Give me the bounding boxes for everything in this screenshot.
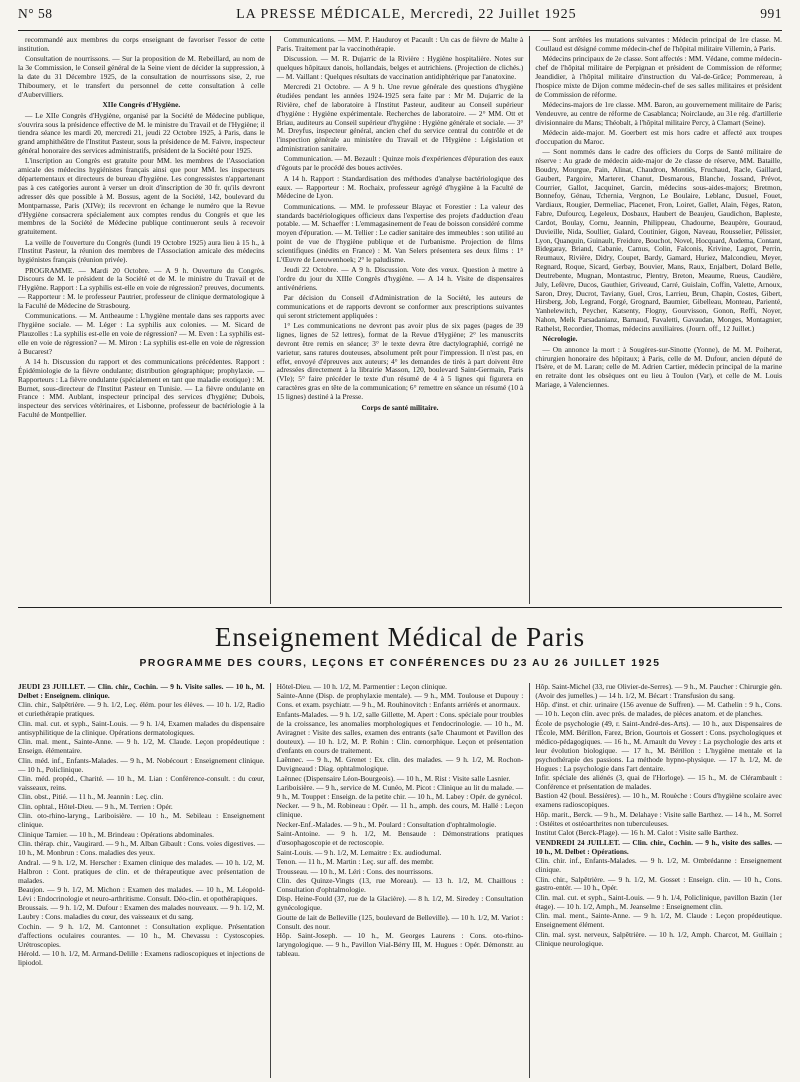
day-heading: JEUDI 23 JUILLET. — Clin. chir., Cochin. — 9 h. Visite salles. — 10 h., M. Delbet : Enseignem. clinique. — [18, 683, 265, 700]
program-entry: Hôtel-Dieu. — 10 h. 1/2, M. Parmentier : Leçon clinique. — [276, 683, 448, 691]
news-paragraph: — Le XIIe Congrès d'Hygiène, organisé par la Société de Médecine publique, s'ouvrira sous la présidence effective de M. le ministre du Travail et de l'Hygiène; il tiendra séance les mardi 20, mercredi 21, jeudi 22 Octobre 1925, à Paris, dans le grand amphithéâtre de l'Institut Pasteur, sous la présidence de M. Faivre, inspecteur général honoraire des services administratifs, président de la Société pour 1925. — [18, 110, 265, 156]
program-entry: Clin. mal. cut. et syph., Saint-Louis. — 9 h. 1/4, Policlinique, pavillon Bazin (1er étage). — 10 h. 1/2, Amph., M. Jeanselme : Enseignement clin. — [535, 892, 782, 911]
section-title: Enseignement Médical de Paris — [214, 622, 586, 652]
news-paragraph: Jeudi 22 Octobre. — A 9 h. Discussion. Vote des vœux. Question à mettre à l'ordre du jour du XIIIe Congrès d'hygiène. — A 14 h. Visite de dispensaires antivénériens. — [276, 265, 524, 292]
program-entry: Necker-Enf.-Malades. — 9 h., M. Poulard : Consultation d'ophtalmologie. — [276, 819, 497, 829]
program-entry: Bastion 42 (boul. Bessières). — 10 h., M. Rouèche : Cours d'hygiène scolaire avec examens radioscopiques. — [535, 791, 782, 810]
program-entry: Goutte de lait de Belleville (125, boulevard de Belleville). — 10 h. 1/2, M. Variot : Consult. des nour. — [276, 912, 524, 931]
program-entry: Laënnec. — 9 h., M. Grenet : Ex. clin. des malades. — 9 h. 1/2, M. Rochon-Duvigneaud : Diag. ophtalmologique. — [276, 755, 524, 774]
news-paragraph: A 14 h. Discussion du rapport et des communications précédentes. Rapport : Épidémiologie de la fièvre ondulante; distribution géographique; prophylaxie. — Rapporteurs : La fièvre ondulante (spécialement en tant que maladie exotique) : M. Burnet, sous-directeur de l'Institut Pasteur en Tunisie. — La fièvre ondulante en France : MM. Aublant, inspecteur principal des services d'hygiène; Dubois, inspecteur des services vétérinaires, et Lisbonne, professeur de bactériologie à la Faculté de Montpellier. — [18, 357, 265, 420]
issue-number: N° 58 — [18, 6, 53, 21]
program-entry: Infir. spéciale des aliénés (3, quai de l'Horloge). — 15 h., M. de Clérambault : Conférence et présentation de malades. — [535, 773, 782, 791]
program-entry: Clin. méd. inf., Enfants-Malades. — 9 h., M. Nobécourt : Enseignement clinique. — 10 h., Policlinique. — [18, 755, 265, 774]
program-entry: Hôp. Saint-Joseph. — 10 h., M. Georges Laurens : Cons. oto-rhino-laryngologique. — 9 h., Pavillon Vial-Bérry III, M. Hugues : Opér. Démonstr. au tableau. — [276, 931, 524, 959]
news-columns — [18, 36, 782, 604]
day-heading: VENDREDI 24 JUILLET. — Clin. chir., Cochin. — 9 h., visite des salles. — 10 h., M. Delbet : Opérations. — [535, 837, 782, 856]
program-entry: Hôp. d'inst. et chir. urinaire (156 avenue de Suffren). — M. Cathelin : 9 h., Cons. — 10 h. Leçon clin. avec prés. de malades, de pièces anatom. et de planches. — [535, 700, 782, 719]
news-paragraph: Consultation de nourrissons. — Sur la proposition de M. Rebeillard, au nom de la 3e Commission, le Conseil général de la Seine vient de décider la suppression, à la date du 31 Décembre 1925, de la consultation de nourrissons sise, 2, rue Thiboumery, et le transfert du personnel de cette consultation à celle d'Aubervilliers. — [18, 54, 265, 99]
program-entry: Tenon. — 11 h., M. Martin : Leç. sur aff. des membr. — [276, 857, 434, 867]
program-entry: Clin. mal. syst. nerveux, Salpêtrière. — 10 h. 1/2, Amph. Charcot, M. Guillain ; Clinique neurologique. — [535, 929, 782, 948]
news-paragraph: Discussion. — M. R. Dujarric de la Rivière : Hygiène hospitalière. Notes sur quelques hôpitaux danois, hollandais, belges et autrichiens. (Projection de clichés.) — M. Vaillant : Quelques résultats de vaccination antidiphtérique par l'anatoxine. — [276, 54, 524, 81]
program-entry: Sainte-Anne (Disp. de prophylaxie mentale). — 9 h., MM. Toulouse et Dupouy : Cons. et exam. psychiatr. — 9 h., M. Rouhinovitch : Enfants arriérés et anormaux. — [276, 691, 524, 710]
news-paragraph: Médecins-majors de 1re classe. MM. Baron, au gouvernement militaire de Paris; Vendeuvre, au centre de réforme de Casablanca; Noirclaude, au 31e rég. d'artillerie divisionnaire du Mans; Théobalt, à l'hôpital militaire Percy, à Clamart (Seine). — [535, 99, 782, 127]
program-entry: Beaujon. — 9 h. 1/2, M. Michon : Examen des malades. — 10 h., M. Léopold-Lévi : Endocrinologie et neuro-arthritisme. Consult. Déo-clin. et opothérapiques. — [18, 884, 265, 903]
program-entry: Institut Calot (Berck-Plage). — 16 h. M. Calot : Visite salle Barthez. — [535, 828, 739, 838]
program-entry: Cochin. — 9 h. 1/2, M. Cantonnet : Consultation explique. Présentation d'affections oculaires courantes. — 10 h., M. Chevassu : Cystoscopies. Urétroscopies. — [18, 921, 265, 949]
news-paragraph: Médecins principaux de 2e classe. Sont affectés : MM. Védane, comme médecin-chef de l'hôpital militaire de Perpignan et président de Commission de réforme; Jeandidier, à l'hôpital militaire d'instruction du Val-de-Grâce; Pommereau, à l'hospice mixte de Dijon comme médecin-chef de ses salles militaires et président de Commission de réforme. — [535, 54, 782, 99]
section-heading-corps-sante: Corps de santé militaire. — [361, 402, 439, 412]
section-divider — [18, 607, 782, 608]
program-entry: Laënnec (Dispensaire Léon-Bourgeois). — 10 h., M. Rist : Visite salle Lasnier. — [276, 773, 511, 783]
program-entry: Disp. Heine-Fould (37, rue de la Glacière). — 8 h. 1/2, M. Siredey : Consultation gynécologique. — [276, 894, 524, 913]
news-paragraph: Par décision du Conseil d'Administration de la Société, les auteurs de communications et de rapports devront se conformer aux prescriptions suivantes qui seront strictement appliquées : — [276, 293, 524, 320]
program-entry: Saint-Louis. — 9 h. 1/2, M. Lemaitre : Ex. audiodumal. — [276, 847, 442, 857]
program-entry: Andral. — 9 h. 1/2, M. Herscher : Examen clinique des malades. — 10 h. 1/2, M. Halbron : Cont. pratiques de clin. et de thérapeutique avec présentation de malades. — [18, 857, 265, 885]
news-paragraph: Communications. — M. Antheaume : L'hygiène mentale dans ses rapports avec l'hygiène sociale. — M. Léger : La syphilis aux colonies. — M. Sicard de Plauzolles : La syphilis est-elle en voie de régression? — M. Even : La syphilis est-elle en voie de régression? — M. Miron : La syphilis est-elle en voie de régression à Bucarest? — [18, 311, 265, 356]
news-paragraph: Médecin aide-major. M. Goerbert est mis hors cadre et affecté aux troupes d'occupation du Maroc. — [535, 127, 782, 146]
program-entry: Hôp. Saint-Michel (33, rue Olivier-de-Serres). — 9 h., M. Paucher : Chirurgie gén. (Avoir des jumelles.) — 14 h. 1/2, M. Bécart : Transfusion du sang. — [535, 683, 782, 700]
program-entry: Clin. mal. cut. et syph., Saint-Louis. — 9 h. 1/4, Examen malades du dispensaire antisyphilitique de la clinique. Opérations dermatologiques. — [18, 718, 265, 737]
section-heading-necrologie: Nécrologie. — [542, 334, 578, 344]
program-entry: Necker. — 9 h., M. Robineau : Opér. — 11 h., amph. des cours, M. Hallé : Leçon clinique. — [276, 801, 524, 820]
program-entry: Enfants-Malades. — 9 h. 1/2, salle Gillette, M. Apert : Cons. spéciale pour troubles de la croissance, les anomalies morphologiques et l'endocrinologie. — 10 h., M. Aviragnet : Visite des salles, examen des entrants (sa'le Chaumont et Pavillon des douteux). — 10 h. 1/2, M. P. Rohin : Clin. cœnorphique. Leçon et présentation d'enfants en cours de traitement. — [276, 709, 524, 755]
program-entry: Clin. oto-rhino-laryng., Lariboisière. — 10 h., M. Sebileau : Enseignement clinique. — [18, 811, 265, 830]
newspaper-title: LA PRESSE MÉDICALE, Mercredi, 22 Juillet 1925 — [236, 7, 577, 22]
news-paragraph: — On annonce la mort : à Sougères-sur-Sinotte (Yonne), de M. M. Poiherat, chirurgien honoraire des hôpitaux; à Paris, celle de M. Dufour, ancien député de l'Isère, et de M. Laran; celle de M. Adrien Cartier, médecin principal de la marine en retraite dont les obsèques ont eu lieu à Toulon (Var), et celle de M. Louis Mariage, à Valenciennes. — [535, 344, 782, 390]
program-entry: Clin. mal. ment., Sainte-Anne. — 9 h. 1/2, M. Claude. Leçon propédeutique : Enseign. élémentaire. — [18, 737, 265, 756]
news-paragraph: Communications. — MM. le professeur Blayac et Forestier : La valeur des standards bactériologiques officieux dans l'expertise des projets d'adduction d'eau potable. — M. Schaeffer : L'emmagasinement de l'eau de boisson considéré comme moyen d'épuration. — M. Tellier : Le cadier sanitaire des immeubles : son utilité au point de vue de l'hygiène publique et de l'urbanisme. Projection de films scientifiques (inédits en France) : M. Van Selers présentera ses deux films : 1° L'Œuvre de Leeuwenhoek; 2° le paludisme. — [276, 201, 524, 264]
program-entry: Clin. obst., Pitié. — 11 h., M. Jeannin : Leç. clin. — [18, 792, 164, 802]
news-paragraph: — Sont nommés dans le cadre des officiers du Corps de Santé militaire de réserve : Au grade de médecin aide-major de 2e classe de réserve, MM. Bataille, Boudry, Mourgue, Pain, Alinat, Chaudron, Montiès, Fruchaud, Racle, Gaillard, Gaubert, Pargoire, Marteret, Chanut, Desmarous, Blanche, Jossand, Prévot, Courrier, Gallot, Jacquinet, Garcin, médecins sous-aides-majors; Bretmon, Bonnefoy, Génau, Tchernia, Vergnon, Le Boulaire, Leblanc, Dusuel, Fouet, Vardiaux, Rougier, Dermeliac, Placenet, Fron, Loiret, Gallet, Alain, Fèges, Raton, Fabre, Dufourcq, Legeleux, Dosbaux, Haubert de Beaujeu, Gaudichon, Bapleste, Cardot, Boulay, Cornu, Jeannin, Philippeau, Chadourne, Beaupère, Gouraud, Duvieille, Nida, Soullier, Galard, Coutinier, Gigon, Naveau, Rousselier, Pélissier, Lyon, Quanquin, Guinault, Freidure, Bouchot, Novel, Hocquard, Audema, Contant, Bidegaray, Briand, Cabanie, Camus, Colin, Falconis, Krivine, Lagrot, Perrin, Reumaux, Rivière, Didry, Coupet, Bardy, Gamard, Huriez, Malcondieu, Meyer, Regnard, Roque, Sicard, Gerbay, Bouvier, Mans, Raux, Enjalbert, Dolard Belle, Deutrebente, Mugnan, Montastruc, Plentry, Breton, Meaume, Rueus, Caudière, July, Lefèvre, Ducos, Gauthier, Griveaud, Carré, Guislain, Coffin, Valette, Arnoux, Saron, Drey, Ducrot, Taviany, Guel, Cros, Larrieu, Brun, Chapin, Costes, Gibert, Hirsberg, Job, Legrand, Forgé, Grognard, Baumier, Gibelleau, Monteau, Parienté, Yanhelewitch, Peycher, Katsenty, Flogny, Gourvisson, Gonon, Reffi, Noyer, Nahon, Melk Parsadanianz, Barnaud, Favaletti, Gavaudan, Monges, Montagnier, Rathelst, Recordier, Thomas, médecins auxiliaires. (Journ. off., 12 Juillet.) — [535, 147, 782, 333]
news-paragraph: La veille de l'ouverture du Congrès (lundi 19 Octobre 1925) aura lieu à 15 h., à l'Institut Pasteur, la réunion des membres de l'Association amicale des médecins hygiénistes français (réunion privée). — [18, 237, 265, 265]
news-paragraph: Mercredi 21 Octobre. — A 9 h. Une revue générale des questions d'hygiène étudiées pendant les années 1924-1925 sera faite par : Mr M. Dujarric de la Rivière, chef de laboratoire à l'Institut Pasteur, auditeur au Conseil supérieur d'hygiène : Hygiène expérimentale. Recherches de laboratoire. — 2° MM. Ott et Briau, auditeurs au Conseil supérieur d'hygiène : Hygiène générale et sociale. — 3° M. Dreyfus, inspecteur général, ancien chef du service central du contrôle et de l'inspection générale au ministère du Travail et de l'Hygiène : Législation et administration sanitaire. — [276, 82, 524, 154]
news-paragraph: Communication. — M. Bezault : Quinze mois d'expériences d'épuration des eaux d'égouts par le procédé des boues activées. — [276, 154, 524, 173]
program-entry: Clin. chir. inf., Enfants-Malades. — 9 h. 1/2, M. Ombrédanne : Enseignement clinique. — [535, 856, 782, 875]
program-entry: Clin. chir., Salpêtrière. — 9 h. 1/2, M. Gosset : Enseign. clin. — 10 h., Cons. gastro-entér. — 10 h., Opér. — [535, 874, 782, 893]
section-subtitle: PROGRAMME DES COURS, LEÇONS ET CONFÉRENCES DU 23 AU 26 JUILLET 1925 — [139, 658, 661, 669]
news-paragraph: PROGRAMME. — Mardi 20 Octobre. — A 9 h. Ouverture du Congrès. Discours de M. le président de la Société et de M. le ministre du Travail et de l'Hygiène. Rapport : La syphilis est-elle en voie de régression? preuves, documents. — Rapporteur : M. le professeur Pautrier, professeur de clinique dermatologique à la Faculté de Médecine de Strasbourg. — [18, 265, 265, 310]
program-entry: Clin. méd. propéd., Charité. — 10 h., M. Lian : Conférence-consult. : du cœur, vaisseaux, reins. — [18, 774, 265, 792]
program-entry: Broussais. — 9 h. 1/2, M. Dufour : Examen des malades nouveaux. — 9 h. 1/2, M. Laubry : Cons. maladies du cœur, des vaisseaux et du sang. — [18, 903, 265, 922]
program-entry: Lariboisière. — 9 h., service de M. Cunéo, M. Picot : Clinique au lit du malade. — 9 h., M. Touppet : Enseign. de la petite chir. — 10 h., M. Labey : Opér. de gynécol. — [276, 782, 524, 801]
page-header — [18, 6, 782, 31]
program-entry: Clinique Tarnier. — 10 h., M. Brindeau : Opérations abdominales. — [18, 829, 214, 839]
program-entry: Clin. thérap. chir., Vaugirard. — 9 h., M. Alban Gibault : Cons. voies digestives. — 10 h., M. Monbrun : Cons. maladies des yeux. — [18, 839, 265, 858]
program-entry: Hôp. marit., Berck. — 9 h., M. Delahaye : Visite salle Barthez. — 14 h., M. Sorrel : Ostéites et ostéoarthrites non tuberculeuses. — [535, 809, 782, 828]
news-paragraph: L'inscription au Congrès est gratuite pour MM. les membres de l'Association amicale des médecins hygiénistes français ainsi que pour MM. les inspecteurs départementaux et directeurs de bureau d'hygiène. Les congressistes n'appartenant pas à ces catégories auront à verser un droit d'inscription de 30 fr. qu'ils devront adresser dès que possible à M. Bossus, agent de la Société, 142, boulevard du Montparnasse, Paris (XIVe); ils recevront en échange le numéro que la Revue d'Hygiène consacrera spécialement aux comptes rendus du Congrès et que les membres de la Société de Médecine publique continueront seuls à recevoir gratuitement. — [18, 156, 265, 237]
program-entry: Clin. des Quinze-Vingts (13, rue Moreau). — 13 h. 1/2, M. Chaillous : Consultation d'ophtalmologie. — [276, 876, 524, 894]
program-entry: Clin. mal. ment., Sainte-Anne. — 9 h. 1/2, M. Claude : Leçon propédeutique. Enseignement élément. — [535, 911, 782, 930]
news-paragraph: Communications. — MM. P. Hauduroy et Pacault : Un cas de fièvre de Malte à Paris. Traitement par la vaccinothérapie. — [276, 36, 524, 53]
program-entry: École de psychologie (49, r. Saint-André-des-Arts). — 10 h., aux Dispensaires de l'École, MM. Bérillon, Farez, Brion, Gourtois et Gossert : Cons. psychologiques et médico-pédagogiques. — 16 h., M. Arnault du Vevey : La psychologie des arts et leur évolution biologique. — 17 h., M. Bérillon : L'hygiène mentale et la psychothérapie des passions. La méthode hypno-physique. — 17 h. 1/2, M. de Hogues : La psychologie dans l'art dentaire. — [535, 718, 782, 773]
news-paragraph: — Sont arrêtées les mutations suivantes : Médecin principal de 1re classe. M. Coullaud est désigné comme médecin-chef de l'hôpital militaire Villemin, à Paris. — [535, 36, 782, 53]
program-entry: Clin. chir., Salpêtrière. — 9 h. 1/2, Leç. élém. pour les élèves. — 10 h. 1/2, Radio et curiethérapie pratiques. — [18, 700, 265, 719]
section-heading-congres: XIIe Congrès d'Hygiène. — [102, 100, 181, 110]
course-program-columns — [18, 683, 782, 1078]
page-number: 991 — [760, 6, 782, 21]
news-paragraph: A 14 h. Rapport : Standardisation des méthodes d'analyse bactériologique des eaux. — Rapporteur : M. Rochaix, professeur agrégé d'hygiène à la Faculté de Médecine de Lyon. — [276, 173, 524, 201]
program-entry: Hérold. — 10 h. 1/2, M. Armand-Delille : Examens radioscopiques et injections de lipiodol. — [18, 949, 265, 968]
news-paragraph: 1° Les communications ne devront pas avoir plus de six pages (pages de 39 lignes, lignes de 52 lettres), format de la Revue d'Hygiène; 2° les manuscrits devront être remis en séance; 3° le texte devra être dactylographié, corrigé ne varietur, sans ratures douteuses, absolument prêt pour l'impression. Il n'est pas, en effet, envoyé d'épreuves aux auteurs; 4° les demandes de tirés à part doivent être adressées directement à la librairie Masson, 120, boulevard Saint-Germain, Paris (VIe); 5° faire précéder le texte d'un résumé de 4 à 5 lignes qui figurera en caractères gras en tête de la communication; 6° remettre en séance un résumé (10 à 15 lignes) destiné à la Presse. — [276, 321, 524, 401]
program-entry: Clin. ophtal., Hôtel-Dieu. — 9 h., M. Terrien : Opér. — [18, 801, 173, 811]
news-paragraph: recommandé aux membres du corps enseignant de favoriser l'essor de cette institution. — [18, 36, 265, 53]
program-entry: Saint-Antoine. — 9 h. 1/2, M. Bensaude : Démonstrations pratiques d'œsophagoscopie et de rectoscopie. — [276, 829, 524, 848]
program-entry: Trousseau. — 10 h., M. Léri : Cons. des nourrissons. — [276, 866, 434, 876]
